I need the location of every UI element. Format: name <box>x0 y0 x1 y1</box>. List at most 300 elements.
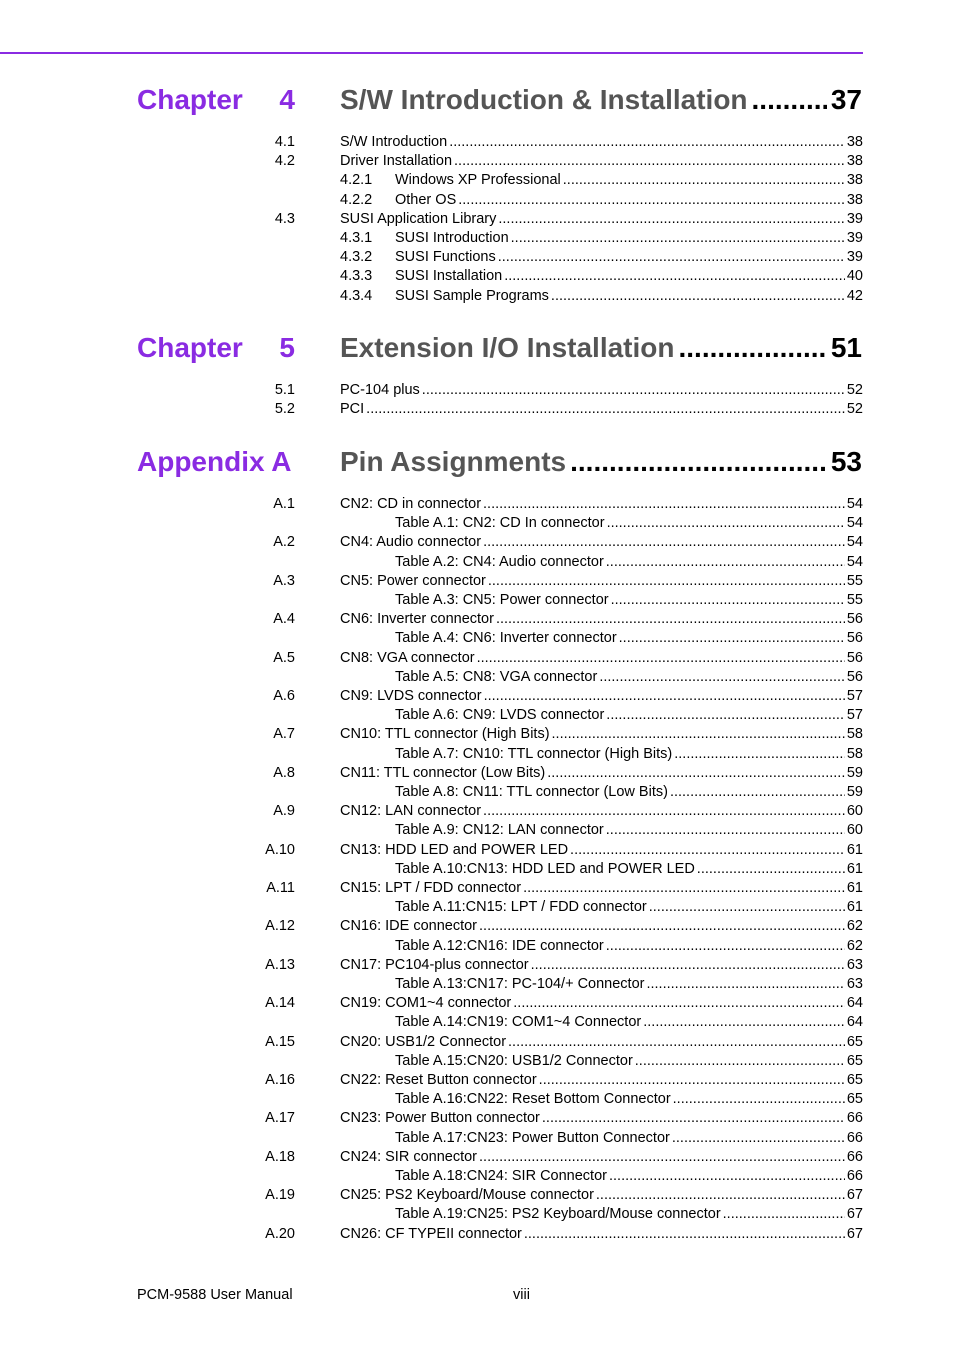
section-number: 4.3 <box>274 210 295 227</box>
chapter-title[interactable] <box>340 444 862 480</box>
toc-table-entry[interactable] <box>0 1205 954 1224</box>
dot-leader <box>606 706 845 725</box>
footer-manual-title: PCM-9588 User Manual <box>137 1287 293 1303</box>
entry-body <box>340 725 863 744</box>
dot-leader <box>531 956 845 975</box>
entry-page-number: 67 <box>846 1206 863 1223</box>
dot-leader <box>635 1052 845 1071</box>
entry-title: Table A.13:CN17: PC-104/+ Connector <box>395 976 645 992</box>
entry-page-number: 66 <box>846 1110 863 1127</box>
entry-body <box>340 572 863 591</box>
toc-table-entry[interactable] <box>0 975 954 994</box>
section-number: A.5 <box>273 649 295 666</box>
entry-body <box>395 514 863 533</box>
entry-title: Table A.16:CN22: Reset Bottom Connector <box>395 1091 671 1108</box>
subsection-number: 4.3.4 <box>340 287 373 304</box>
dot-leader <box>483 495 845 514</box>
entry-title: CN4: Audio connector <box>340 534 482 551</box>
dot-leader <box>513 994 845 1013</box>
entry-body <box>340 687 863 706</box>
entry-body <box>340 917 863 936</box>
entry-page-number: 52 <box>846 382 863 398</box>
entry-body <box>395 975 863 994</box>
entry-title: Table A.17:CN23: Power Button Connector <box>395 1129 670 1146</box>
entry-body <box>395 553 863 572</box>
entry-body <box>340 152 863 171</box>
dot-leader <box>679 330 827 366</box>
toc-table-entry[interactable] <box>0 1090 954 1109</box>
section-number: A.12 <box>265 918 295 935</box>
entry-title: CN9: LVDS connector <box>340 688 482 704</box>
entry-body <box>395 1052 863 1071</box>
entry-title: Table A.11:CN15: LPT / FDD connector <box>395 899 647 916</box>
dot-leader <box>542 1109 845 1128</box>
entry-title: Windows XP Professional <box>395 172 561 189</box>
chapter-number: 4 <box>279 84 295 115</box>
entry-title: CN24: SIR connector <box>340 1148 478 1165</box>
entry-page-number: 60 <box>846 803 863 820</box>
entry-body <box>340 533 863 552</box>
entry-page-number: 64 <box>846 1014 863 1031</box>
toc-entry[interactable] <box>0 1148 954 1167</box>
entry-body <box>395 629 863 648</box>
toc-entry[interactable] <box>0 994 954 1013</box>
entry-body <box>395 1129 863 1148</box>
chapter-title[interactable] <box>340 330 862 366</box>
dot-leader <box>611 591 845 610</box>
entry-page-number: 52 <box>846 401 863 418</box>
section-number: 5.2 <box>274 401 295 418</box>
section-number: A.3 <box>273 572 295 589</box>
entry-title: Table A.15:CN20: USB1/2 Connector <box>395 1052 633 1069</box>
subsection-number: 4.2.2 <box>340 191 373 208</box>
entry-body <box>340 1148 863 1167</box>
toc-entry[interactable] <box>0 879 954 898</box>
dot-leader <box>511 229 845 248</box>
dot-leader <box>673 1090 845 1109</box>
section-number: A.1 <box>273 496 295 512</box>
section-number: A.11 <box>266 880 295 896</box>
dot-leader <box>563 171 845 190</box>
dot-leader <box>496 610 845 629</box>
toc-entry[interactable] <box>0 649 954 668</box>
entry-title: Table A.9: CN12: LAN connector <box>395 822 604 839</box>
dot-leader <box>606 821 845 840</box>
entry-title: Driver Installation <box>340 153 453 170</box>
entry-page-number: 60 <box>846 822 863 839</box>
dot-leader <box>599 668 845 687</box>
entry-title: CN23: Power Button connector <box>340 1110 540 1127</box>
toc-table-entry[interactable] <box>0 898 954 917</box>
entry-page-number: 56 <box>846 668 863 685</box>
entry-title: Other OS <box>395 191 457 208</box>
entry-body <box>395 1090 863 1109</box>
entry-title: CN12: LAN connector <box>340 803 482 820</box>
toc-entry[interactable] <box>0 1109 954 1128</box>
entry-page-number: 67 <box>846 1225 863 1242</box>
entry-body <box>340 764 863 783</box>
entry-title: CN15: LPT / FDD connector <box>340 880 522 896</box>
section-number: 4.2 <box>274 153 295 170</box>
dot-leader <box>523 879 845 898</box>
entry-body <box>395 229 863 248</box>
entry-body <box>395 783 863 802</box>
toc-table-entry[interactable] <box>0 860 954 879</box>
entry-title: CN17: PC104-plus connector <box>340 956 529 973</box>
entry-body <box>340 879 863 898</box>
entry-body <box>395 171 863 190</box>
toc-entry[interactable] <box>0 956 954 975</box>
toc-table-entry[interactable] <box>0 1167 954 1186</box>
chapter-title-text: S/W Introduction & Installation <box>340 84 748 115</box>
dot-leader <box>570 841 845 860</box>
chapter-title-text: Pin Assignments <box>340 446 567 477</box>
section-number: A.20 <box>265 1225 295 1242</box>
dot-leader <box>672 1129 845 1148</box>
dot-leader <box>643 1013 845 1032</box>
entry-page-number: 61 <box>846 880 863 896</box>
entry-page-number: 56 <box>846 649 863 666</box>
entry-title: CN13: HDD LED and POWER LED <box>340 841 569 858</box>
entry-title: S/W Introduction <box>340 134 448 150</box>
entry-body <box>340 994 863 1013</box>
toc-entry[interactable] <box>0 133 954 152</box>
toc-entry[interactable] <box>0 400 954 419</box>
entry-title: Table A.10:CN13: HDD LED and POWER LED <box>395 860 695 877</box>
entry-title: CN19: COM1~4 connector <box>340 995 512 1012</box>
entry-page-number: 58 <box>846 745 863 762</box>
section-number: A.9 <box>273 803 295 820</box>
entry-body <box>395 191 863 210</box>
entry-title: CN8: VGA connector <box>340 649 475 666</box>
toc-table-entry[interactable] <box>0 1013 954 1032</box>
toc-entry[interactable] <box>0 191 954 210</box>
entry-title: Table A.4: CN6: Inverter connector <box>395 630 617 647</box>
chapter-heading[interactable] <box>0 330 954 370</box>
entry-body <box>340 495 863 514</box>
dot-leader <box>488 572 845 591</box>
entry-body <box>395 706 863 725</box>
entry-page-number: 62 <box>846 918 863 935</box>
toc-entry[interactable] <box>0 229 954 248</box>
dot-leader <box>646 975 844 994</box>
entry-title: CN16: IDE connector <box>340 918 478 935</box>
toc-entry[interactable] <box>0 1225 954 1244</box>
entry-body <box>395 591 863 610</box>
entry-body <box>395 860 863 879</box>
entry-body <box>395 1013 863 1032</box>
toc-entry[interactable] <box>0 802 954 821</box>
subsection-number: 4.3.3 <box>340 268 373 285</box>
entry-page-number: 65 <box>846 1052 863 1069</box>
header-rule <box>0 52 863 54</box>
entry-body <box>340 1109 863 1128</box>
dot-leader <box>508 1033 845 1052</box>
chapter-page-number: 51 <box>830 332 862 363</box>
chapter-label: Chapter <box>137 332 243 363</box>
entry-title: CN2: CD in connector <box>340 496 482 512</box>
entry-page-number: 38 <box>846 153 863 170</box>
toc-entry[interactable] <box>0 171 954 190</box>
toc-entry[interactable] <box>0 841 954 860</box>
entry-body <box>395 248 863 267</box>
entry-body <box>340 1071 863 1090</box>
section-number: 4.1 <box>274 134 295 150</box>
entry-page-number: 38 <box>846 134 863 150</box>
dot-leader <box>649 898 845 917</box>
entry-body <box>395 267 863 286</box>
dot-leader <box>484 687 845 706</box>
dot-leader <box>670 783 845 802</box>
toc-entry[interactable] <box>0 152 954 171</box>
entry-title: SUSI Introduction <box>395 230 509 246</box>
toc-table-entry[interactable] <box>0 783 954 802</box>
toc-entry[interactable] <box>0 287 954 306</box>
entry-page-number: 57 <box>846 707 863 724</box>
entry-title: PC-104 plus <box>340 382 420 398</box>
entry-body <box>395 1167 863 1186</box>
section-number: A.16 <box>265 1072 295 1088</box>
toc-table-entry[interactable] <box>0 668 954 687</box>
toc-entry[interactable] <box>0 1033 954 1052</box>
dot-leader <box>752 82 827 118</box>
toc-entry[interactable] <box>0 572 954 591</box>
section-number: A.8 <box>273 764 295 781</box>
chapter-label: Chapter <box>137 84 243 115</box>
toc-table-entry[interactable] <box>0 1129 954 1148</box>
dot-leader <box>606 937 845 956</box>
chapter-page-number: 53 <box>830 446 862 477</box>
section-number: A.18 <box>265 1148 295 1165</box>
entry-page-number: 58 <box>846 726 863 743</box>
entry-body <box>395 821 863 840</box>
entry-title: Table A.2: CN4: Audio connector <box>395 553 604 570</box>
dot-leader <box>422 381 845 400</box>
entry-title: SUSI Application Library <box>340 210 497 227</box>
toc-table-entry[interactable] <box>0 553 954 572</box>
toc-entry[interactable] <box>0 610 954 629</box>
dot-leader <box>449 133 845 152</box>
dot-leader <box>609 1167 845 1186</box>
entry-body <box>340 381 863 400</box>
entry-page-number: 42 <box>846 287 863 304</box>
section-number: A.19 <box>265 1187 295 1204</box>
section-number: A.17 <box>265 1110 295 1127</box>
section-number: A.6 <box>273 688 295 704</box>
entry-page-number: 39 <box>846 210 863 227</box>
dot-leader <box>524 1225 845 1244</box>
entry-title: SUSI Functions <box>395 249 496 266</box>
entry-title: CN10: TTL connector (High Bits) <box>340 726 550 743</box>
dot-leader <box>596 1186 845 1205</box>
entry-title: SUSI Installation <box>395 268 503 285</box>
entry-body <box>340 956 863 975</box>
dot-leader <box>458 191 845 210</box>
toc-table-entry[interactable] <box>0 1052 954 1071</box>
entry-body <box>395 287 863 306</box>
dot-leader <box>477 649 845 668</box>
dot-leader <box>723 1205 845 1224</box>
toc-entry[interactable] <box>0 495 954 514</box>
toc-entry[interactable] <box>0 210 954 229</box>
dot-leader <box>483 802 845 821</box>
entry-body <box>340 649 863 668</box>
entry-page-number: 55 <box>846 572 863 589</box>
entry-body <box>340 210 863 229</box>
entry-page-number: 66 <box>846 1148 863 1165</box>
entry-body <box>340 133 863 152</box>
entry-title: CN11: TTL connector (Low Bits) <box>340 764 546 781</box>
section-number: 5.1 <box>274 382 295 398</box>
entry-page-number: 64 <box>846 995 863 1012</box>
entry-page-number: 40 <box>846 268 863 285</box>
entry-page-number: 39 <box>846 249 863 266</box>
dot-leader <box>498 210 845 229</box>
entry-page-number: 65 <box>846 1033 863 1050</box>
toc-entry[interactable] <box>0 725 954 744</box>
entry-body <box>340 802 863 821</box>
entry-page-number: 54 <box>846 534 863 551</box>
toc-table-entry[interactable] <box>0 821 954 840</box>
section-number: A.4 <box>273 611 295 628</box>
toc-entry[interactable] <box>0 687 954 706</box>
entry-body <box>340 1186 863 1205</box>
entry-page-number: 63 <box>846 956 863 973</box>
section-number: A.10 <box>265 841 295 858</box>
entry-page-number: 38 <box>846 172 863 189</box>
entry-page-number: 61 <box>846 899 863 916</box>
toc-table-entry[interactable] <box>0 937 954 956</box>
entry-page-number: 39 <box>846 230 863 246</box>
entry-body <box>340 1033 863 1052</box>
entry-title: Table A.14:CN19: COM1~4 Connector <box>395 1014 642 1031</box>
entry-title: CN26: CF TYPEII connector <box>340 1225 522 1242</box>
chapter-page-number: 37 <box>830 84 862 115</box>
toc-entry[interactable] <box>0 381 954 400</box>
entry-title: Table A.8: CN11: TTL connector (Low Bits) <box>395 784 668 800</box>
toc-entry[interactable] <box>0 248 954 267</box>
entry-title: CN5: Power connector <box>340 572 486 589</box>
entry-page-number: 66 <box>846 1129 863 1146</box>
entry-page-number: 62 <box>846 937 863 954</box>
entry-body <box>395 745 863 764</box>
toc-entry[interactable] <box>0 533 954 552</box>
dot-leader <box>674 745 845 764</box>
chapter-number: 5 <box>279 332 295 363</box>
dot-leader <box>606 553 845 572</box>
entry-title: Table A.3: CN5: Power connector <box>395 592 609 608</box>
entry-page-number: 57 <box>846 688 863 704</box>
entry-title: CN22: Reset Button connector <box>340 1072 537 1088</box>
toc-table-entry[interactable] <box>0 745 954 764</box>
entry-page-number: 56 <box>846 611 863 628</box>
dot-leader <box>547 764 845 783</box>
entry-page-number: 65 <box>846 1072 863 1088</box>
dot-leader <box>539 1071 845 1090</box>
toc-table-entry[interactable] <box>0 591 954 610</box>
dot-leader <box>454 152 845 171</box>
entry-page-number: 59 <box>846 784 863 800</box>
section-number: A.7 <box>273 726 295 743</box>
entry-page-number: 38 <box>846 191 863 208</box>
toc-table-entry[interactable] <box>0 514 954 533</box>
toc-table-entry[interactable] <box>0 629 954 648</box>
dot-leader <box>366 400 845 419</box>
chapter-heading[interactable] <box>0 82 954 122</box>
entry-page-number: 59 <box>846 764 863 781</box>
toc-entry[interactable] <box>0 764 954 783</box>
entry-page-number: 63 <box>846 976 863 992</box>
entry-title: CN20: USB1/2 Connector <box>340 1033 507 1050</box>
entry-body <box>340 400 863 419</box>
entry-body <box>395 1205 863 1224</box>
subsection-number: 4.3.2 <box>340 249 373 266</box>
entry-page-number: 54 <box>846 553 863 570</box>
dot-leader <box>504 267 845 286</box>
entry-page-number: 55 <box>846 592 863 608</box>
entry-body <box>395 898 863 917</box>
section-number: A.14 <box>265 995 295 1012</box>
entry-page-number: 67 <box>846 1187 863 1204</box>
toc-entry[interactable] <box>0 267 954 286</box>
subsection-number: 4.3.1 <box>340 230 373 246</box>
footer-page-number: viii <box>513 1287 530 1303</box>
dot-leader <box>479 1148 845 1167</box>
entry-body <box>340 841 863 860</box>
dot-leader <box>483 533 845 552</box>
chapter-heading[interactable] <box>0 444 954 484</box>
chapter-label: Appendix A <box>137 446 292 477</box>
entry-page-number: 54 <box>846 515 863 532</box>
chapter-title-text: Extension I/O Installation <box>340 332 675 363</box>
entry-page-number: 54 <box>846 496 863 512</box>
entry-page-number: 61 <box>846 841 863 858</box>
dot-leader <box>479 917 845 936</box>
toc-table-entry[interactable] <box>0 706 954 725</box>
subsection-number: 4.2.1 <box>340 172 373 189</box>
toc-entry[interactable] <box>0 1186 954 1205</box>
entry-title: SUSI Sample Programs <box>395 287 549 304</box>
entry-title: Table A.6: CN9: LVDS connector <box>395 707 605 724</box>
section-number: A.15 <box>265 1033 295 1050</box>
section-number: A.13 <box>265 956 295 973</box>
chapter-title[interactable] <box>340 82 862 118</box>
entry-title: Table A.12:CN16: IDE connector <box>395 937 604 954</box>
dot-leader <box>498 248 845 267</box>
entry-title: Table A.5: CN8: VGA connector <box>395 668 598 685</box>
dot-leader <box>570 444 827 480</box>
dot-leader <box>551 287 845 306</box>
entry-page-number: 65 <box>846 1091 863 1108</box>
entry-body <box>395 668 863 687</box>
entry-body <box>340 1225 863 1244</box>
entry-body <box>340 610 863 629</box>
entry-title: Table A.18:CN24: SIR Connector <box>395 1168 607 1184</box>
entry-title: Table A.19:CN25: PS2 Keyboard/Mouse connector <box>395 1206 721 1223</box>
section-number: A.2 <box>273 534 295 551</box>
entry-body <box>395 937 863 956</box>
entry-title: PCI <box>340 401 365 418</box>
toc-entry[interactable] <box>0 917 954 936</box>
dot-leader <box>607 514 845 533</box>
dot-leader <box>552 725 845 744</box>
entry-title: CN6: Inverter connector <box>340 611 494 628</box>
toc-entry[interactable] <box>0 1071 954 1090</box>
entry-title: CN25: PS2 Keyboard/Mouse connector <box>340 1187 594 1204</box>
entry-page-number: 61 <box>846 860 863 877</box>
entry-page-number: 56 <box>846 630 863 647</box>
dot-leader <box>619 629 845 648</box>
